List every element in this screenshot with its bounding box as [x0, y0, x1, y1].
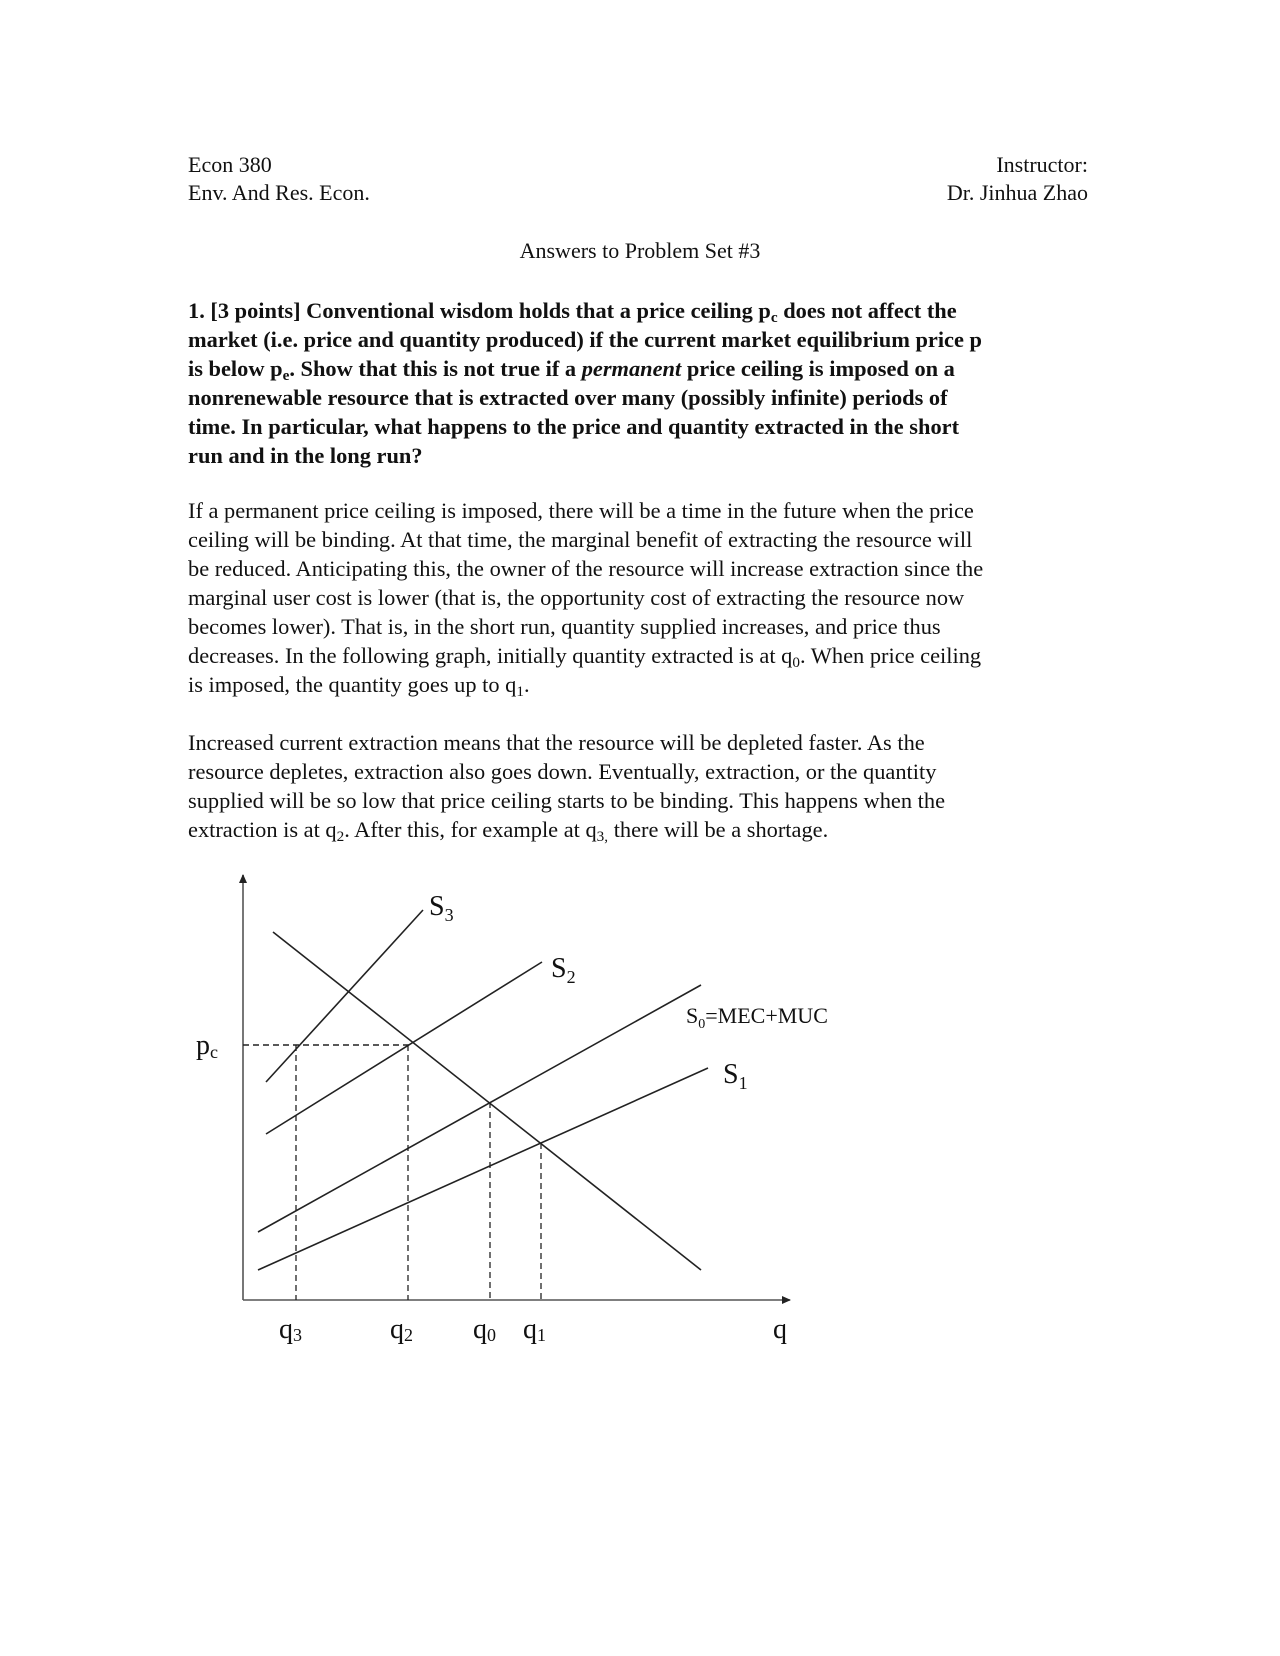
- question-line: nonrenewable resource that is extracted over many (possibly infinite) periods of: [188, 385, 948, 410]
- q2-tick-label: q2: [390, 1314, 413, 1345]
- course-number: Econ 380: [188, 152, 272, 177]
- course-name: Env. And Res. Econ.: [188, 180, 370, 205]
- answer-paragraph-2: Increased current extraction means that the resource will be depleted faster. As the resource depletes, extraction also goes down. Eventually, extraction, or the quantity supplied will be so low that price ceiling starts to be binding. This happens when the extraction is at $q_2$. After this, for example at $q_{3,}$ there will be a shortage.: [188, 730, 946, 845]
- q3-tick-label: q3: [279, 1314, 302, 1345]
- s0-label: $S_0=MEC+MUC$: [686, 1003, 828, 1032]
- supply-curve-s2: [266, 962, 542, 1134]
- question-line: 1. [3 points] Conventional wisdom holds that a price ceiling $p_c$ does not affect the: [188, 298, 957, 326]
- s1-label: $S_1$: [723, 1059, 748, 1093]
- answer-paragraph-1: If a permanent price ceiling is imposed, there will be a time in the future when the price ceiling will be binding. At that time, the marginal benefit of extracting the resource will be reduced. Anticipating this, the owner of the resource will increase extraction since the marginal user cost is lower (that is, the opportunity cost of extracting the resource now becomes lower). That is, in the short run, quantity supplied increases, and price thus decreases. In the following graph, initially quantity extracted is at $q_0$. When price ceiling is imposed, the quantity goes up to $q_1$.: [188, 498, 984, 700]
- demand-curve: [273, 932, 701, 1270]
- pc-label: pc: [196, 1030, 218, 1062]
- instructor-label: Instructor:: [996, 152, 1088, 177]
- supply-curve-s3: [266, 910, 423, 1082]
- question-line: is below $p_e$. Show that this is not true if a permanent price ceiling is imposed on a: [188, 356, 955, 384]
- s2-label: $S_2$: [551, 953, 576, 987]
- question-line: time. In particular, what happens to the price and quantity extracted in the short: [188, 414, 960, 439]
- q0-tick-label: q0: [473, 1314, 496, 1345]
- document-title: Answers to Problem Set #3: [519, 238, 761, 263]
- question-line: run and in the long run?: [188, 443, 423, 468]
- supply-curve-s0: [258, 985, 701, 1232]
- instructor-name: Dr. Jinhua Zhao: [946, 180, 1088, 205]
- question-line: market (i.e. price and quantity produced) if the current market equilibrium price p: [188, 327, 982, 352]
- s3-label: $S_3$: [429, 891, 454, 925]
- q-axis-label: q: [773, 1314, 787, 1345]
- q1-tick-label: q1: [523, 1314, 546, 1345]
